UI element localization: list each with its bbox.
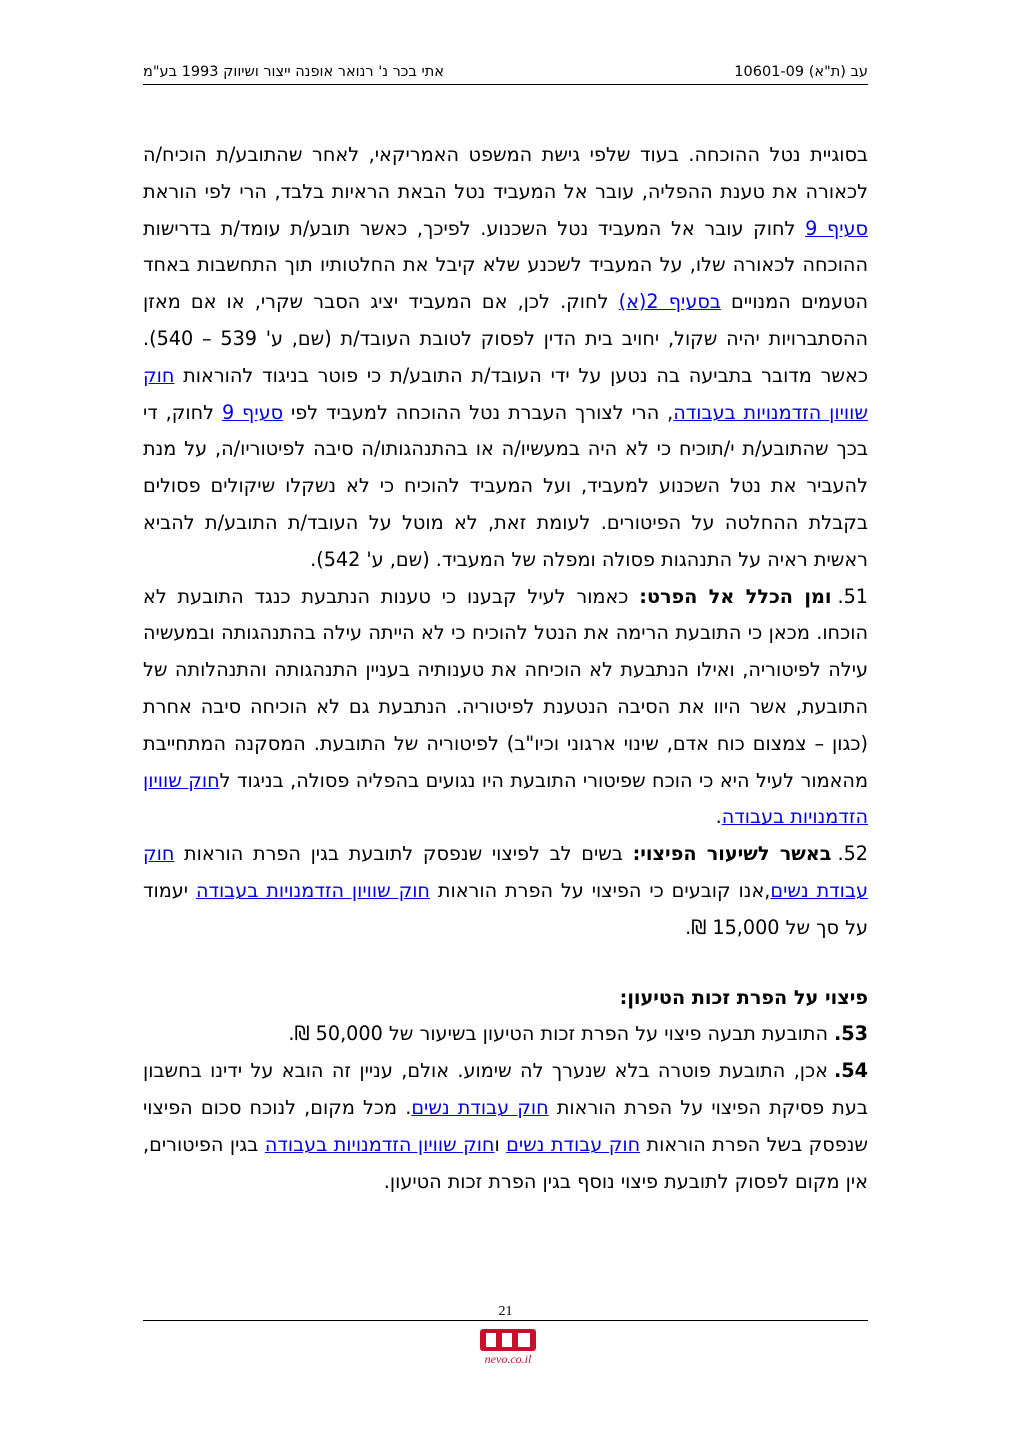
section-heading: פיצוי על הפרת זכות הטיעון: <box>619 985 868 1009</box>
text: אכן, התובעת פוטרה בלא שנערך לה שימוע. אולם, עניין זה הובא על ידינו בחשבון בעת פסיקת הפיצוי על הפרת הוראות <box>143 1059 868 1119</box>
link-women-employment-law[interactable]: חוק עבודת נשים <box>411 1095 549 1119</box>
nevo-logo-icon[interactable] <box>462 1327 554 1367</box>
text: לחוק. לכן, אם המעביד יציג הסבר שקרי, או אם מאזן ההסתברויות יהיה שקול, יחויב בית הדין לפסוק לטובת העובד/ת (שם, ע' 539 – 540). כאשר מדובר בתביעה בה נטען על ידי העובד/ת התובע/ת כי פוטר בניגוד להוראות <box>143 290 868 387</box>
text: לחוק, די בכך שהתובע/ת י/תוכיח כי לא היה במעשיו/ה או בהתנהגותו/ה סיבה לפיטוריו/ה, על מנת להעביר את נטל השכנוע למעביד, ועל המעביד להוכיח כי לא נשקלו שיקולים פסולים בקבלת ההחלטה על הפיטורים. לעומת זאת, לא מוטל על העובד/ת התובע/ת להביא ראשית ראיה על התנהגות פסולה ומפלה של המעביד. (שם, ע' 542). <box>143 400 868 571</box>
link-section-2a[interactable]: בסעיף 2(א) <box>618 290 721 314</box>
text: ו <box>494 1132 507 1156</box>
text: , הרי לצורך העברת נטל ההוכחה למעביד לפי <box>283 400 674 424</box>
link-section-9[interactable]: סעיף 9 <box>221 400 284 424</box>
link-women-employment-law[interactable]: חוק עבודת נשים <box>143 842 868 902</box>
spacer <box>143 947 868 980</box>
text: כאמור לעיל קבענו כי טענות הנתבעת כנגד התובעת לא הוכחו. מכאן כי התובעת הרימה את הנטל להוכיח כי לא הייתה עילה בהתנהגותה ובמעשיה עילה לפיטוריה, ואילו הנתבעת לא הוכיחה את טענותיה בעניין התנהגותה והתנהלותה של התובעת, אשר היוו את הסיבה הנטענת לפיטוריה. הנתבעת גם לא הוכיחה סיבה אחרת (כגון – צמצום כוח אדם, שינוי ארגוני וכיו"ב) לפיטוריה של התובעת. המסקנה המתחייבת מהאמור לעיל היא כי הוכח שפיטורי התובעת היו נגועים בהפליה פסולה, בניגוד ל <box>143 584 868 792</box>
logo-text: nevo.co.il <box>484 1352 532 1366</box>
logo-letter-shape <box>518 1333 530 1347</box>
paragraph-number: 54. <box>834 1059 868 1083</box>
paragraph-51 <box>143 579 868 837</box>
paragraph-53 <box>143 1016 868 1053</box>
paragraph-number: 53. <box>834 1022 868 1046</box>
text: ,אנו קובעים כי הפיצוי על הפרת הוראות <box>429 878 771 902</box>
text: התובעת תבעה פיצוי על הפרת זכות הטיעון בשיעור של 50,000 ₪. <box>288 1022 828 1046</box>
paragraph-lead: באשר לשיעור הפיצוי: <box>632 842 832 866</box>
logo-letter-shape <box>486 1333 496 1347</box>
page-header <box>143 58 868 85</box>
case-number: עב (ת"א) 10601-09 <box>734 64 868 80</box>
link-equal-opportunity-law[interactable]: חוק שוויון הזדמנויות בעבודה <box>143 768 868 829</box>
footer-rule <box>143 1320 868 1322</box>
paragraph-52 <box>143 836 868 946</box>
text: לחוק עובר אל המעביד נטל השכנוע. לפיכך, כאשר תובע/ת עומד/ת בדרישות ההוכחה לכאורה שלו, על המעביד לשכנע שלא קיבל את החלטותיו תוך התחשבות באחד הטעמים המנויים <box>143 216 868 314</box>
paragraph-54 <box>143 1053 868 1200</box>
text: . <box>715 805 722 829</box>
logo-letter-shape <box>502 1333 512 1347</box>
link-equal-opportunity-law[interactable]: חוק שוויון הזדמנויות בעבודה <box>264 1132 495 1156</box>
text: בשים לב לפיצוי שנפסק לתובעת בגין הפרת הוראות <box>174 842 633 866</box>
case-title: אתי בכר נ' רנואר אופנה ייצור ושיווק 1993 בע"מ <box>143 64 444 80</box>
paragraph-number: 52. <box>837 842 868 866</box>
link-equal-opportunity-law[interactable]: חוק שוויון הזדמנויות בעבודה <box>195 878 430 902</box>
paragraph-number: 51. <box>837 584 868 608</box>
link-equal-opportunity-law[interactable]: חוק שוויון הזדמנויות בעבודה <box>143 363 868 424</box>
document-body <box>143 137 868 1200</box>
page-number: 21 <box>498 1304 513 1319</box>
text: . מכל מקום, לנוכח סכום הפיצוי שנפסק בשל הפרת הוראות <box>143 1095 869 1156</box>
link-section-9[interactable]: סעיף 9 <box>805 216 868 240</box>
text: יעמוד על סך של 15,000 ₪. <box>143 878 868 939</box>
text: בסוגיית נטל ההוכחה. בעוד שלפי גישת המשפט האמריקאי, לאחר שהתובע/ת הוכיח/ה לכאורה את טענת ההפליה, עובר אל המעביד נטל הבאת הראיות בלבד, הרי לפי הוראת <box>143 143 868 203</box>
link-women-employment-law[interactable]: חוק עבודת נשים <box>506 1132 641 1156</box>
paragraph-continuation <box>143 137 868 579</box>
text: בגין הפיטורים, אין מקום לפסוק לתובעת פיצוי נוסף בגין הפרת זכות הטיעון. <box>143 1132 868 1193</box>
paragraph-lead: ומן הכלל אל הפרט: <box>639 584 832 608</box>
